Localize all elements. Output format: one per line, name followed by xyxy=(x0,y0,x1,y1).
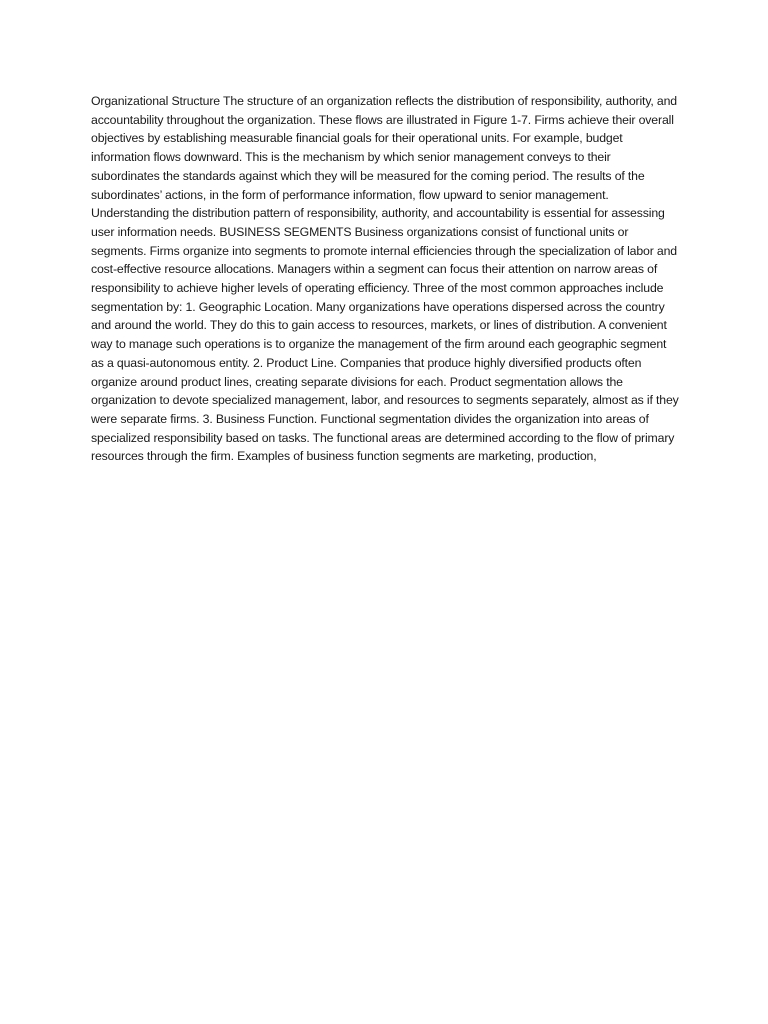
body-paragraph: Organizational Structure The structure of an organization reflects the distribution of responsibility, authority, and accountability throughout the organization. These flows are illustrated in Figure 1-7. Firms achieve their overall objectives by establishing measurable financial goals for their operational units. For example, budget information flows downward. This is the mechanism by which senior management conveys to their subordinates the standards against which they will be measured for the coming period. The results of the subordinates’ actions, in the form of performance information, flow upward to senior management. Understanding the distribution pattern of responsibility, authority, and accountability is essential for assessing user information needs. BUSINESS SEGMENTS Business organizations consist of functional units or segments. Firms organize into segments to promote internal efficiencies through the specialization of labor and cost-effective resource allocations. Managers within a segment can focus their attention on narrow areas of responsibility to achieve higher levels of operating efficiency. Three of the most common approaches include segmentation by: 1. Geographic Location. Many organizations have operations dispersed across the country and around the world. They do this to gain access to resources, markets, or lines of distribution. A convenient way to manage such operations is to organize the management of the firm around each geographic segment as a quasi-autonomous entity. 2. Product Line. Companies that produce highly diversified products often organize around product lines, creating separate divisions for each. Product segmentation allows the organization to devote specialized management, labor, and resources to segments separately, almost as if they were separate firms. 3. Business Function. Functional segmentation divides the organization into areas of specialized responsibility based on tasks. The functional areas are determined according to the flow of primary resources through the firm. Examples of business function segments are marketing, production, xyxy=(91,94,679,464)
